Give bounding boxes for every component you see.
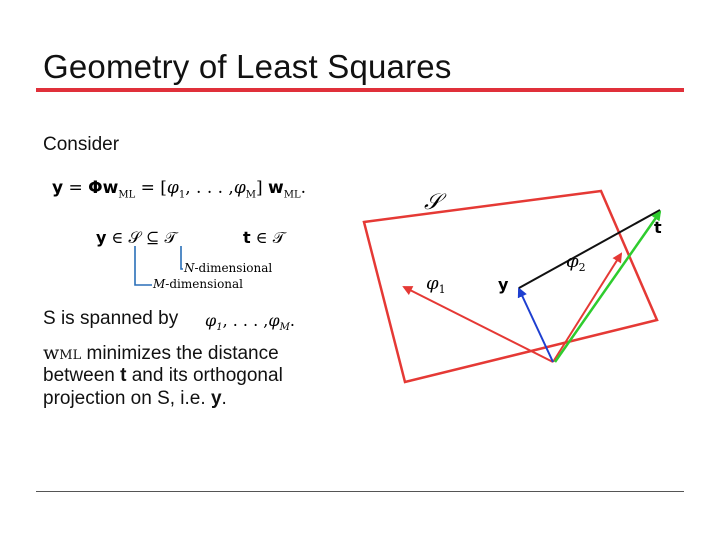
t-label: t (654, 218, 662, 237)
body-line2b: and its orthogonal (126, 365, 283, 386)
eq-phiM: φ (233, 178, 246, 198)
consider-text: Consider (43, 134, 120, 155)
body-line1-rest: minimizes the distance (81, 343, 279, 364)
body-line3b: . (221, 388, 227, 409)
span-period: . (289, 311, 295, 330)
subspace-plane (364, 191, 657, 382)
plane-S-label: 𝒮 (424, 190, 442, 215)
bottom-rule (36, 491, 684, 492)
page-title: Geometry of Least Squares (43, 48, 452, 85)
span-phi1-sub: 1 (216, 322, 223, 334)
body-t: t (120, 365, 127, 386)
phi1-vector (404, 287, 553, 362)
span-phiM-sub: M (279, 322, 290, 334)
n-letter: N (184, 261, 195, 275)
eq-w2-sub: ML (283, 189, 301, 201)
set-in-2: ∈ (255, 228, 268, 247)
phi2-sub: 2 (578, 261, 586, 274)
set-T: 𝒯 (164, 228, 177, 247)
phi1-char: φ (426, 273, 439, 294)
t-vector (555, 212, 660, 362)
phi2-char: φ (566, 251, 579, 272)
set-T2: 𝒯 (272, 228, 285, 247)
set-t: t (243, 228, 251, 247)
body-line3a: projection on S, i.e. (43, 388, 211, 409)
eq-phi1: φ (166, 178, 179, 198)
phi2-vector (553, 254, 621, 362)
body-w: w (43, 342, 60, 364)
set-in-1: ∈ (111, 228, 124, 247)
body-line2a: between (43, 365, 121, 386)
eq-y: y (52, 178, 64, 198)
eq-w: w (102, 178, 119, 198)
m-suffix: -dimensional (165, 277, 244, 291)
eq-equals-2: = (140, 178, 155, 198)
set-y: y (96, 228, 107, 247)
eq-w-sub: ML (118, 189, 136, 201)
phi2-label (566, 251, 586, 274)
m-letter: M (153, 277, 166, 291)
set-subseteq: ⊆ (145, 228, 160, 247)
eq-bracket-open: [ (160, 178, 167, 198)
span-phiM: φ (268, 311, 280, 330)
span-dots: , . . . , (222, 311, 269, 330)
n-suffix: -dimensional (194, 261, 273, 275)
body-ml: ML (59, 348, 82, 363)
eq-phi1-sub: 1 (178, 189, 186, 201)
span-phi1: φ (205, 311, 217, 330)
eq-phi-matrix: Φ (88, 178, 103, 198)
eq-period: . (300, 178, 307, 198)
phi1-sub: 1 (438, 283, 446, 296)
eq-bracket-close: ] (256, 178, 263, 198)
eq-equals: = (68, 178, 83, 198)
eq-w2: w (268, 178, 284, 198)
phi1-label (426, 273, 446, 296)
spanned-line: S is spanned by (43, 308, 179, 329)
y-label: y (498, 275, 509, 294)
eq-phiM-sub: M (245, 189, 256, 201)
eq-dots: , . . . , (185, 178, 234, 198)
body-y: y (210, 388, 222, 409)
set-S: 𝒮 (128, 228, 141, 247)
